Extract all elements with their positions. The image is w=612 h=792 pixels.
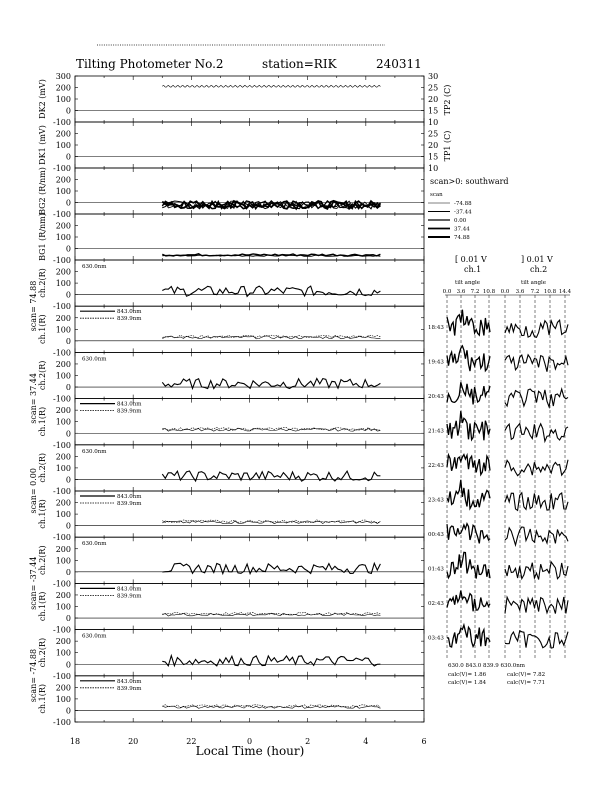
y-tick-label: 100 [55,694,71,704]
dk1-axis-label: DK1 (mV) [38,125,47,165]
ch2-scale-label: ] 0.01 V [521,255,553,264]
legend-group [428,201,472,241]
y-tick-label: 300 [55,72,71,81]
ch2-profile [505,424,568,442]
ch2-axis-label: ch.2(R) [38,268,47,298]
wavelength-label-843: 843.0nm [117,678,142,685]
wavelength-label-839: 839.9nm [117,685,142,692]
wavelength-label-630: 630.0nm [82,633,107,640]
y-tick-label: 200 [55,221,71,231]
y-tick-label: -100 [53,348,71,358]
tilt-angle-label-ch2: tilt angle [521,280,547,286]
x-tick-label: 22 [186,737,197,746]
ch1-label: ch.1 [464,265,482,274]
y-tick-label: 200 [55,683,71,693]
ch1-profile [447,625,490,647]
scan-label: scan= 37.44 [29,373,38,424]
wavelength-label-630: 630.0nm [82,448,107,455]
y-tick-label: -100 [53,671,71,681]
y-tick-label: -100 [53,118,71,127]
right-tick-label: 25 [428,83,439,93]
ch1-profile [447,382,490,404]
bg1-axis-label: BG1 (R/nm) [38,213,47,261]
y-tick-label: 0 [65,336,71,346]
y-tick-label: 0 [65,706,71,716]
y-tick-label: -100 [53,487,71,496]
time-label: 19:43 [428,359,444,366]
y-tick-label: 100 [55,463,71,473]
tilt-tick-ch2: 3.6 [515,289,525,295]
y-tick-label: -100 [53,718,71,727]
ch2-axis-label: ch.2(R) [38,637,47,668]
y-tick-label: 200 [55,590,71,600]
y-tick-label: -100 [53,440,71,450]
y-tick-label: 200 [55,175,71,185]
ch2-profile [505,562,568,580]
panel-frame [75,76,424,122]
bg2-axis-label: BG2 (R/nm) [38,167,47,215]
x-tick-label: 20 [128,737,139,746]
tilt-tick-ch2: 7.2 [530,289,540,295]
ch2-profile [505,355,568,372]
panel-frame [75,537,424,583]
y-tick-label: 100 [55,233,71,242]
right-tick-label: 15 [428,152,439,162]
ch2-profile [505,631,568,648]
ch1-profile [447,411,490,440]
ch2-profile [505,320,568,337]
panel-frame [75,122,424,168]
y-tick-label: 100 [55,279,71,289]
panels-group [29,72,509,746]
time-label: 02:43 [428,601,444,607]
tilt-tick-ch1: 10.8 [482,289,496,295]
wavelength-label-630: 630.0nm [82,541,107,548]
y-tick-label: 100 [55,417,71,427]
ch1-scale-label: [ 0.01 V [455,255,487,264]
y-tick-label: 100 [55,602,71,612]
wavelength-label-843: 843.0nm [117,309,142,316]
right-tick-label: 20 [428,141,439,150]
legend-item-label: 37.44 [454,226,470,233]
time-label: 21:43 [428,428,444,435]
ch1-axis-label: ch.1(R) [38,314,47,344]
ch1-profile [447,455,490,475]
wavelength-label-843: 843.0nm [117,401,142,408]
wavelength-label-839: 839.9nm [117,316,142,323]
y-tick-label: 200 [55,637,71,647]
wavelength-label-843: 843.0nm [117,494,142,500]
ch2-profile [505,460,568,476]
y-tick-label: 100 [55,556,71,566]
y-tick-label: 0 [65,290,71,300]
x-axis-label: Local Time (hour) [195,744,305,758]
scan-label: scan= -37.44 [29,556,38,610]
y-tick-label: 100 [55,510,71,520]
legend-item-label: -37.44 [454,209,472,216]
panel-frame [75,352,424,398]
right-tick-label: 10 [428,118,439,127]
scan-label: scan= 0.00 [29,468,38,514]
y-tick-label: 200 [55,452,71,462]
tilt-tick-ch2: 10.8 [543,289,557,295]
panel-frame [75,445,424,491]
right-tick-label: 15 [428,106,439,116]
y-tick-label: 0 [65,244,71,254]
chart-title: Tilting Photometer No.2 [76,57,224,71]
x-tick-label: 0 [246,737,253,746]
y-tick-label: 0 [65,106,71,116]
x-tick-label: 18 [69,737,81,746]
y-tick-label: -100 [53,394,71,404]
time-label: 23:43 [428,497,444,504]
y-tick-label: -100 [53,256,71,265]
y-tick-label: 0 [65,475,71,485]
y-tick-label: 0 [65,614,71,624]
ch2-label: ch.2 [530,265,548,274]
tilt-tick-ch2: 0.0 [500,289,510,295]
y-tick-label: 100 [55,141,71,150]
ch2-profile [505,527,568,545]
data-trace [162,428,380,431]
right-tick-label: 20 [428,95,439,104]
x-tick-label: 4 [363,737,369,746]
tp1-axis-label: TP1 (C) [443,130,452,162]
y-tick-label: -100 [53,579,71,589]
y-tick-label: 200 [55,313,71,323]
right-tick-label: 25 [428,129,439,139]
y-tick-label: 0 [65,521,71,531]
tilt-tick-ch1: 3.6 [456,289,466,295]
y-tick-label: 0 [65,383,71,393]
legend-title: scan>0: southward [430,177,509,186]
ch1-profile [447,591,490,612]
panel-frame [75,260,424,306]
ch1-profile [447,552,490,578]
ch1-profile [447,346,490,371]
tp2-axis-label: TP2 (C) [443,84,452,116]
y-tick-label: 200 [55,498,71,508]
time-label: 01:43 [428,566,444,573]
wavelength-label-839: 839.9nm [117,593,142,600]
ch2-axis-label: ch.2(R) [38,453,47,483]
wavelength-label-630: 630.0nm [82,356,107,363]
panel-frame [75,630,424,676]
ch2-axis-label: ch.2(R) [38,360,47,391]
wavelength-label-843: 843.0nm [117,586,142,593]
time-label: 00:43 [428,532,444,538]
x-tick-label: 2 [305,737,311,746]
time-label: 20:43 [428,394,444,400]
y-tick-label: 200 [55,406,71,416]
calc-left-1: calc(V)= 1.86 [448,672,487,678]
legend-item-label: 74.88 [454,235,470,241]
station-label: station=RIK [262,57,337,71]
ch2-axis-label: ch.2(R) [38,545,47,575]
right-tick-label: 10 [428,164,439,173]
ch1-profile [447,480,490,509]
ch2-profile [505,597,568,614]
y-tick-label: 200 [55,83,71,93]
time-label: 03:43 [428,635,444,642]
y-tick-label: 0 [65,429,71,439]
ch2-profile [505,493,568,511]
y-tick-label: 0 [65,660,71,670]
footer-wavelengths: 630.0 843.0 839.9 630.0nm [448,663,525,669]
tilt-tick-ch2: 14.4 [558,289,572,295]
y-tick-label: 100 [55,187,71,196]
wavelength-label-839: 839.9nm [117,501,142,507]
y-tick-label: -100 [53,302,71,312]
ch2-profile [505,389,568,407]
scan-label: scan= -74.88 [29,648,38,703]
legend-item-label: 0.00 [454,218,467,224]
ch1-axis-label: ch.1(R) [38,406,47,437]
y-tick-label: 200 [55,359,71,369]
ch1-profile [447,310,490,336]
tilt-tick-ch1: 7.2 [470,289,480,295]
y-tick-label: -100 [53,625,71,635]
y-tick-label: 0 [65,152,71,162]
ch1-axis-label: ch.1(R) [38,684,47,714]
ch1-profile [447,524,490,544]
date-label: 240311 [376,57,422,71]
legend-header: scan [430,192,443,198]
tilt-angle-label-ch1: tilt angle [455,280,481,286]
y-tick-label: 0 [65,198,71,208]
y-tick-label: 200 [55,129,71,139]
calc-right-1: calc(V)= 7.82 [507,672,546,678]
dk2-trace [162,85,380,87]
legend-item-label: -74.88 [454,201,472,207]
y-tick-label: -100 [53,533,71,543]
time-label: 18:43 [428,325,444,331]
right-panel-group [428,255,572,686]
y-tick-label: 0 [65,567,71,577]
data-trace [162,521,380,524]
ch1-axis-label: ch.1(R) [38,499,47,529]
x-tick-label: 6 [421,737,427,746]
ch1-axis-label: ch.1(R) [38,591,47,622]
y-tick-label: 200 [55,544,71,554]
y-tick-label: -100 [53,164,71,173]
y-tick-label: 100 [55,95,71,104]
dk2-axis-label: DK2 (mV) [38,79,47,119]
y-tick-label: 100 [55,325,71,335]
y-tick-label: -100 [53,210,71,219]
panel-frame [75,214,424,260]
y-tick-label: 100 [55,371,71,381]
tilt-tick-ch1: 0.0 [442,289,452,295]
wavelength-label-630: 630.0nm [82,264,107,270]
right-tick-label: 30 [428,72,439,81]
y-tick-label: 200 [55,267,71,277]
calc-right-2: calc(V)= 7.71 [507,680,546,686]
time-label: 22:43 [428,463,444,469]
y-tick-label: 100 [55,648,71,658]
scan-label: scan= 74.88 [29,280,38,332]
calc-left-2: calc(V)= 1.84 [448,680,487,686]
wavelength-label-839: 839.9nm [117,408,142,415]
